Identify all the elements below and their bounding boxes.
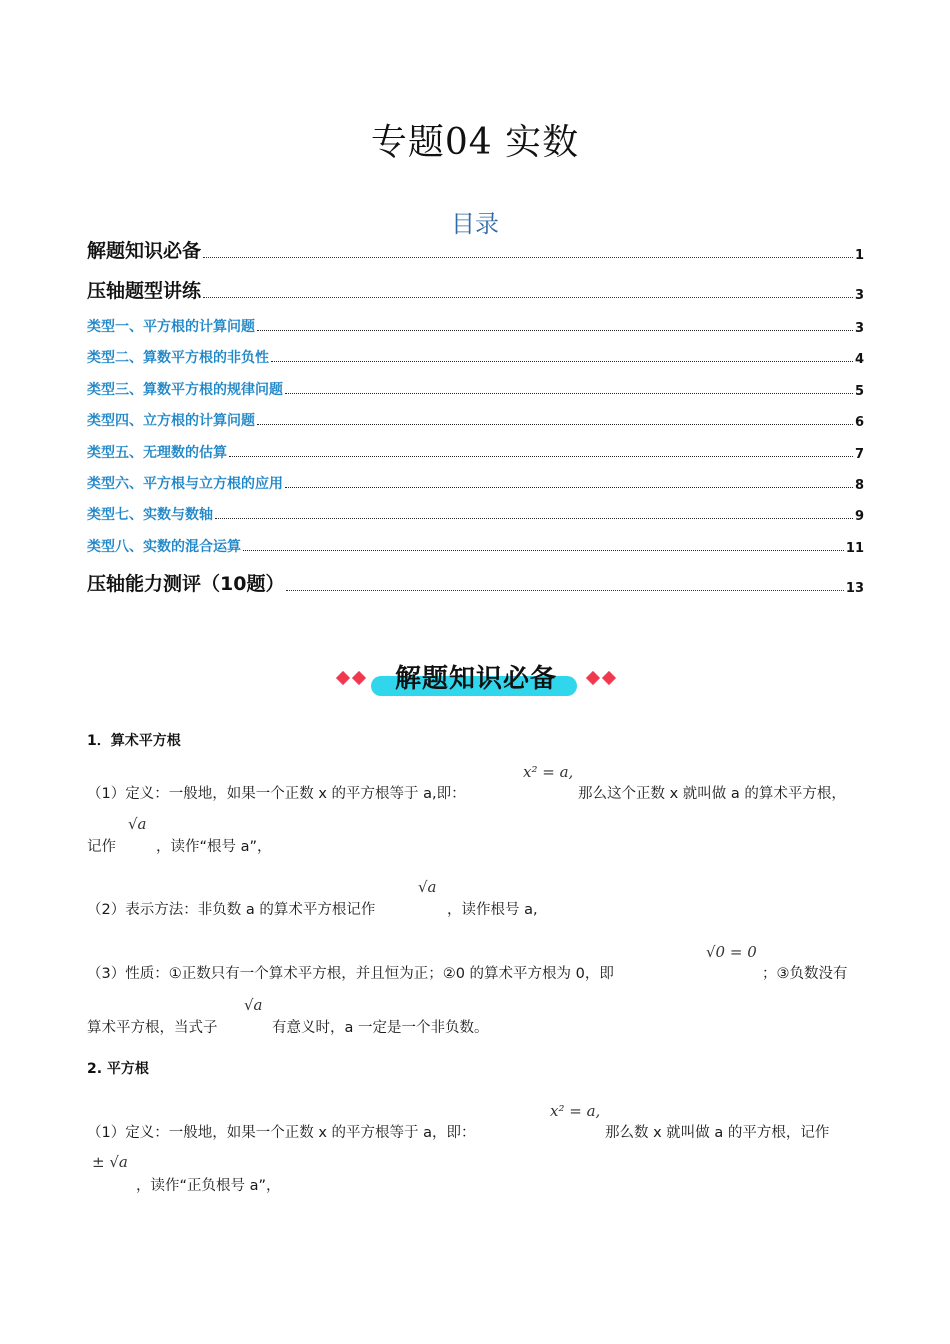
document-title: 专题04 实数 — [370, 122, 580, 163]
paragraph-line: ，读作“根号 a”， — [156, 839, 272, 855]
formula: ± √a — [92, 1153, 128, 1171]
toc-leader-dots — [203, 297, 853, 298]
toc-entry[interactable] — [87, 316, 864, 336]
toc-entry[interactable] — [87, 276, 864, 303]
toc-leader-dots — [257, 424, 853, 425]
toc-leader-dots — [271, 361, 853, 362]
paragraph-line: （1）定义：一般地，如果一个正数 x 的平方根等于 a，即： — [87, 1125, 476, 1141]
paragraph-line: 那么数 x 就叫做 a 的平方根，记作 — [605, 1125, 830, 1141]
toc-entry-page: 8 — [854, 478, 864, 493]
formula: x² = a, — [523, 763, 574, 781]
paragraph-line: 那么这个正数 x 就叫做 a 的算术平方根， — [578, 786, 846, 802]
toc-leader-dots — [243, 550, 844, 551]
section-heading: 2. 平方根 — [87, 1061, 149, 1077]
paragraph-line: ，读作“正负根号 a”， — [136, 1178, 281, 1194]
toc-entry-label: 压轴能力测评（10题） — [87, 573, 285, 595]
toc-entry-page: 7 — [854, 447, 864, 462]
toc-entry-page: 5 — [854, 384, 864, 399]
toc-leader-dots — [285, 487, 853, 488]
toc-entry-label: 解题知识必备 — [87, 240, 202, 262]
toc-heading: 目录 — [451, 210, 499, 238]
toc-entry-label: 类型七、实数与数轴 — [87, 507, 213, 523]
formula: √a — [244, 996, 263, 1014]
toc-entry-page: 3 — [854, 321, 864, 336]
toc-leader-dots — [286, 590, 843, 591]
toc-entry-label: 类型八、实数的混合运算 — [87, 539, 241, 555]
formula: x² = a, — [550, 1102, 601, 1120]
toc-entry-page: 13 — [845, 581, 864, 596]
toc-leader-dots — [229, 456, 853, 457]
toc-entry[interactable] — [87, 410, 864, 430]
toc-entry-page: 11 — [845, 541, 864, 556]
toc-entry[interactable] — [87, 442, 864, 462]
toc-entry-label: 类型五、无理数的估算 — [87, 445, 227, 461]
section-heading: 1．算术平方根 — [87, 733, 181, 749]
toc-leader-dots — [203, 257, 853, 258]
toc-entry-page: 6 — [854, 415, 864, 430]
paragraph-line: 记作 — [87, 839, 116, 855]
formula: √0 = 0 — [706, 943, 757, 961]
formula: √a — [128, 815, 147, 833]
toc-entry-label: 压轴题型讲练 — [87, 280, 202, 302]
toc-entry[interactable] — [87, 569, 864, 596]
toc-entry-label: 类型一、平方根的计算问题 — [87, 319, 255, 335]
banner-title: 解题知识必备 — [394, 664, 557, 694]
paragraph-line: 有意义时，a 一定是一个非负数。 — [272, 1020, 489, 1036]
toc-entry[interactable] — [87, 379, 864, 399]
toc-entry-label: 类型二、算数平方根的非负性 — [87, 350, 269, 366]
toc-entry[interactable] — [87, 473, 864, 493]
paragraph-line: 算术平方根，当式子 — [87, 1020, 218, 1036]
section-banner — [333, 654, 619, 700]
toc-entry[interactable] — [87, 536, 864, 556]
toc-entry-label: 类型四、立方根的计算问题 — [87, 413, 255, 429]
toc-entry-page: 1 — [854, 248, 864, 263]
toc-entry-label: 类型六、平方根与立方根的应用 — [87, 476, 283, 492]
toc-entry[interactable] — [87, 504, 864, 524]
toc-leader-dots — [215, 518, 853, 519]
diamond-decoration-icon — [585, 668, 617, 687]
toc-entry-page: 3 — [854, 288, 864, 303]
formula: √a — [418, 878, 437, 896]
toc-entry-page: 4 — [854, 352, 864, 367]
toc-leader-dots — [285, 393, 853, 394]
paragraph-line: ，读作根号 a, — [447, 902, 538, 918]
toc-entry-page: 9 — [854, 509, 864, 524]
paragraph-line: （2）表示方法：非负数 a 的算术平方根记作 — [87, 902, 376, 918]
paragraph-line: ；③负数没有 — [762, 966, 848, 982]
paragraph-line: （1）定义：一般地，如果一个正数 x 的平方根等于 a,即： — [87, 786, 466, 802]
paragraph-line: （3）性质：①正数只有一个算术平方根，并且恒为正；②0 的算术平方根为 0，即 — [87, 966, 614, 982]
toc-entry[interactable] — [87, 236, 864, 263]
toc-leader-dots — [257, 330, 853, 331]
toc-entry[interactable] — [87, 347, 864, 367]
toc-entry-label: 类型三、算数平方根的规律问题 — [87, 382, 283, 398]
